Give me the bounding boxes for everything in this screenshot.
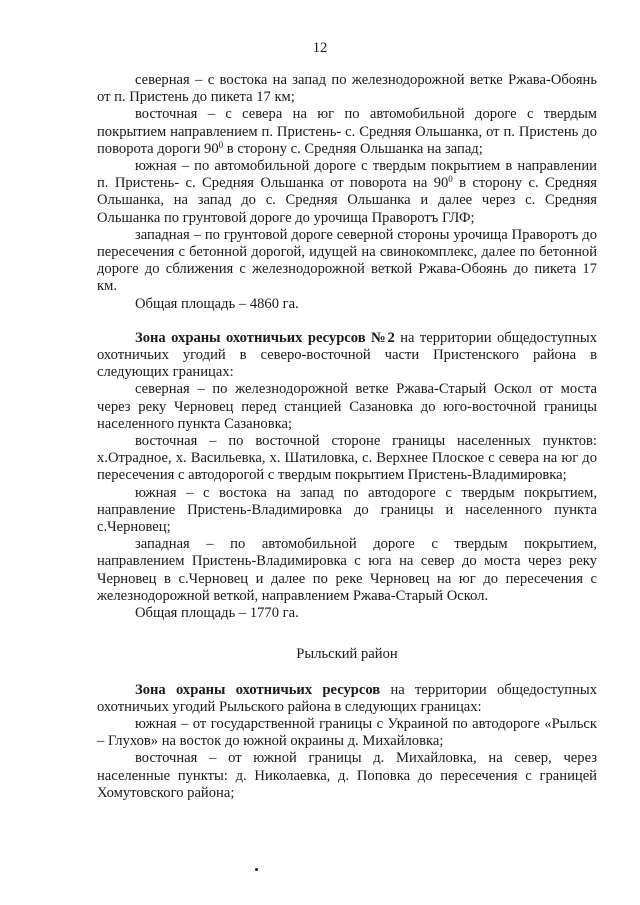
district-heading: Рыльский район (296, 646, 398, 663)
block1-south (97, 158, 597, 227)
block1-area: Общая площадь – 4860 га. (135, 295, 299, 312)
zone2-title (97, 330, 597, 382)
scan-dot (255, 868, 258, 871)
block1-north: северная – с востока на запад по железнодорожной ветке Ржава-Обоянь от п. Пристень до пикета 17 км; (97, 72, 597, 106)
rylsk-title-rest: на территории общедоступных охотничьих угодий Рыльского района в следующих границах: (97, 681, 597, 715)
page-number: 12 (312, 40, 328, 56)
rylsk-south: южная – от государственной границы с Украиной по автодороге «Рыльск – Глухов» на восток до южной окраины д. Михайловка; (97, 715, 597, 750)
zone2-area: Общая площадь – 1770 га. (135, 605, 299, 622)
document-body (97, 72, 597, 802)
block1-south-text-end: в сторону с. Средняя Ольшанка, на запад до с. Средняя Ольшанка и далее через с. Средняя Ольшанка по грунтовой дороге до урочища Праворотъ ГЛФ; (97, 175, 597, 226)
spacer (97, 313, 597, 330)
block1-east-text-end: в сторону с. Средняя Ольшанка на запад; (223, 140, 483, 157)
block1-west: западная – по грунтовой дороге северной стороны урочища Праворотъ до пересечения с бетонной дорогой, идущей на свинокомплекс, далее по бетонной дороге до сближения с железнодорожной веткой Ржава-Обоянь до пикета 17 км. (97, 226, 597, 295)
block1-east-text: восточная – с севера на юг по автомобильной дороге с твердым покрытием направлением п. Пристень- с. Средняя Ольшанка, от п. Пристень до поворота дороги 90 (97, 106, 597, 157)
zone2-west: западная – по автомобильной дороге с твердым покрытием, направлением Пристень-Владимировка с юга на север до моста через реку Черновец в с.Черновец и далее по реке Черновец на юг до пересечения с железнодорожной веткой, направлением Ржава-Старый Оскол. (97, 536, 597, 604)
degree-superscript: 0 (218, 139, 224, 150)
zone2-east: восточная – по восточной стороне границы населенных пунктов: х.Отрадное, х. Васильевка, х. Шатиловка, с. Верхнее Плоское с севера на юг до пересечения с автодорогой с твердым покрытием Пристень-Владимировка; (97, 433, 597, 484)
zone2-title-bold: Зона охраны охотничьих ресурсов №2 (135, 329, 395, 346)
zone2-north: северная – по железнодорожной ветке Ржава-Старый Оскол от моста через реку Черновец перед станцией Сазановка до юго-восточной границы населенного пункта Сазановка; (97, 381, 597, 432)
block1-south-text: южная – по автомобильной дороге с твердым покрытием в направлении п. Пристень- с. Средняя Ольшанка от поворота на 90 (97, 158, 597, 192)
rylsk-title (97, 682, 597, 716)
rylsk-east: восточная – от южной границы д. Михайловка, на север, через населенные пункты: д. Николаевка, д. Поповка до пересечения с границей Хомутовского района; (97, 750, 597, 801)
spacer (97, 664, 597, 682)
block1-east (97, 106, 597, 158)
zone2-title-rest: на территории общедоступных охотничьих угодий в северо-восточной части Пристенского района в следующих границах: (97, 329, 597, 381)
rylsk-title-bold: Зона охраны охотничьих ресурсов (135, 681, 381, 698)
zone2-south: южная – с востока на запад по автодороге с твердым покрытием, направление Пристень-Владимировка до границы и населенного пункта с.Черновец; (97, 484, 597, 536)
degree-superscript: 0 (448, 174, 453, 185)
spacer (97, 622, 597, 640)
